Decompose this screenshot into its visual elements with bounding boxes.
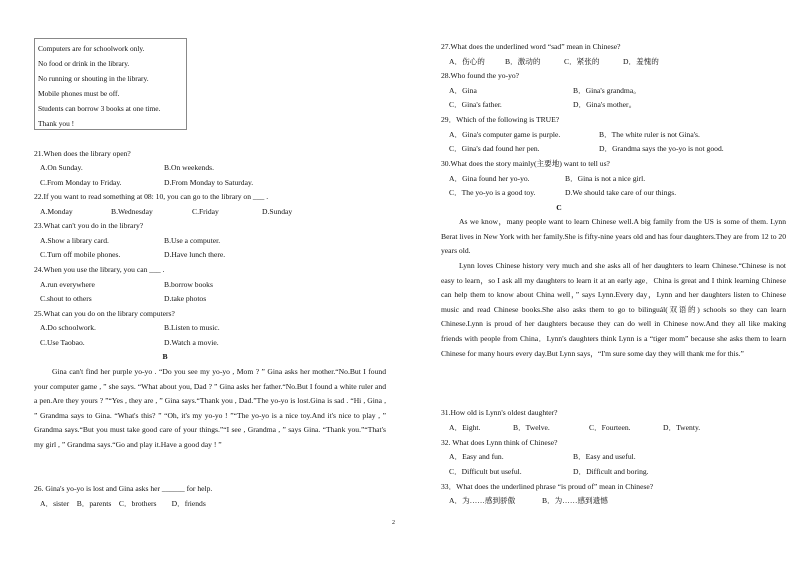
option: C．Fourteen. (589, 423, 631, 432)
option: A.Do schoolwork. (40, 323, 96, 332)
question-29: 29．Which of the following is TRUE? (441, 115, 560, 124)
option: C.Turn off mobile phones. (40, 250, 121, 259)
rule-line: No running or shouting in the library. (38, 74, 149, 83)
option: C.From Monday to Friday. (40, 178, 122, 187)
option: B.On weekends. (164, 163, 214, 172)
option: C．The yo-yo is a good toy. (449, 188, 536, 197)
option: A．为……感到骄傲 (449, 496, 516, 505)
option: D.We should take care of our things. (565, 188, 677, 197)
option: B．激动的 (505, 57, 541, 66)
option: C．Gina's father. (449, 100, 502, 109)
rule-line: Computers are for schoolwork only. (38, 44, 145, 53)
option: A．Gina found her yo-yo. (449, 174, 530, 183)
question-32: 32. What does Lynn think of Chinese? (441, 438, 558, 447)
option: D．Difficult and boring. (573, 467, 649, 476)
option: A.run everywhere (40, 280, 95, 289)
section-c-paragraph-1: As we know，many people want to learn Chinese well.A big family from the US is some of them. Lynn Berat lives in New York with her family.She is fifty-nine years old and has four daughters.They are from 12 to 20 years old. (441, 217, 786, 256)
rule-line: Students can borrow 3 books at one time. (38, 104, 161, 113)
question-27: 27.What does the underlined word “sad” mean in Chinese? (441, 42, 621, 51)
library-rules-box (34, 38, 187, 130)
question-30: 30.What does the story mainly(主要地) want to tell us? (441, 159, 610, 168)
option: D．Twenty. (663, 423, 701, 432)
question-25: 25.What can you do on the library computers? (34, 309, 175, 318)
option: C.Use Taobao. (40, 338, 85, 347)
question-22: 22.If you want to read something at 08: 10, you can go to the library on ___ . (34, 192, 269, 201)
option: B．Twelve. (513, 423, 550, 432)
option: A．伤心的 (449, 57, 485, 66)
option: B．为……感到遗憾 (542, 496, 608, 505)
question-21: 21.When does the library open? (34, 149, 131, 158)
option: D.Have lunch there. (164, 250, 226, 259)
section-b-heading: B (162, 352, 168, 361)
option: D.From Monday to Saturday. (164, 178, 254, 187)
option: B．The white ruler is not Gina's. (599, 130, 700, 139)
option: A.Monday (40, 207, 73, 216)
page-number: 2 (392, 520, 395, 526)
option: D.Watch a movie. (164, 338, 219, 347)
question-26: 26. Gina's yo-yo is lost and Gina asks her ______ for help. (34, 484, 213, 493)
option: A．Easy and fun. (449, 452, 504, 461)
question-24: 24.When you use the library, you can ___ . (34, 265, 165, 274)
option: D．羞愧的 (623, 57, 659, 66)
section-c-heading: C (556, 203, 562, 212)
option: C.Friday (192, 207, 219, 216)
option: B．Easy and useful. (573, 452, 636, 461)
option: C．紧张的 (564, 57, 600, 66)
option: A.On Sunday. (40, 163, 83, 172)
option: B．Gina's grandma。 (573, 86, 641, 95)
option: A．Gina's computer game is purple. (449, 130, 561, 139)
question-31: 31.How old is Lynn's oldest daughter? (441, 408, 558, 417)
option: A．Gina (449, 86, 477, 95)
option: D．Gina's mother。 (573, 100, 637, 109)
rule-line: Mobile phones must be off. (38, 89, 120, 98)
option: B.Use a computer. (164, 236, 221, 245)
option: D.take photos (164, 294, 207, 303)
option-row: A．sister B．parents C．brothers D．friends (40, 499, 206, 508)
option: D．Grandma says the yo-yo is not good. (599, 144, 724, 153)
option: C.shout to others (40, 294, 92, 303)
option: B．Gina is not a nice girl. (565, 174, 646, 183)
option: C．Gina's dad found her pen. (449, 144, 540, 153)
section-c-paragraph-2: Lynn loves Chinese history very much and she asks all of her daughters to learn Chinese.“Chinese is not easy to learn，so I ask all my daughters to learn it at an early age．China is great and I think learning Chinese can help them to know about China well，” says Lynn.Every day，Lynn and her daughters listen to Chinese music and read Chinese books.She also asks them to go to bilinguál(双语的) schools so they can learn Chinese.Lynn is proud of her daughters because they can do well in Chinese now.And they all like making friends with people from China．Lynn's daughters think Lynn is a “tiger mom” because she asks them to learn Chinese for many hours every day.But Lynn says，“I'm sure some day they will thank me for this.” (441, 261, 786, 358)
option: B.Listen to music. (164, 323, 220, 332)
option: A．Eight. (449, 423, 481, 432)
option: C．Difficult but useful. (449, 467, 522, 476)
section-b-passage: Gina can't find her purple yo-yo . “Do you see my yo-yo , Mom ? ” Gina asks her mother.“No.But I found your computer game , ” she says. “What about you, Dad ? ” Gina asks her father.“No.But I found a white ruler and a pen.Are they yours ? ”“Yes , they are , ” Gina says.“Thank you , Dad.”The yo-yo is lost.Gina is sad . “Hi , Gina , ” Grandma says to Gina. “What's this? ” “Oh, it's my yo-yo ! ”“The yo-yo is a nice toy.And it's nice to play , ” Grandma says.“But you must take good care of your things.”“I see , Grandma , ” says Gina. “Thank you.”“That's my girl , ” Grandma says.“Go and play it.Have a good day ! ” (34, 367, 386, 449)
rule-line: Thank you ! (38, 119, 75, 128)
option: B.borrow books (164, 280, 213, 289)
question-23: 23.What can't you do in the library? (34, 221, 144, 230)
question-28: 28.Who found the yo-yo? (441, 71, 520, 80)
option: D.Sunday (262, 207, 293, 216)
question-33: 33．What does the underlined phrase “is proud of” mean in Chinese? (441, 482, 654, 491)
option: B.Wednesday (111, 207, 153, 216)
rule-line: No food or drink in the library. (38, 59, 130, 68)
option: A.Show a library card. (40, 236, 109, 245)
